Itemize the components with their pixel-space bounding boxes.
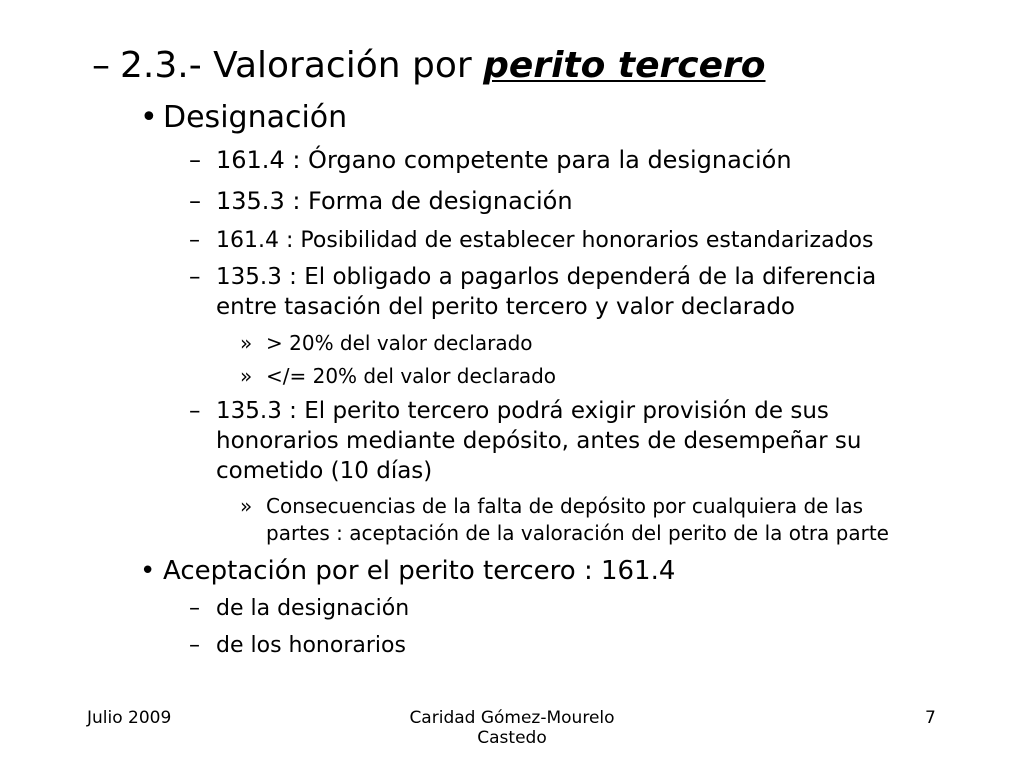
subitem-consecuencias-line2: partes : aceptación de la valoración del perito de la otra parte [266, 521, 889, 545]
bullet-marker: • [140, 556, 156, 586]
dash-marker: – [189, 398, 201, 424]
chevron-marker: » [240, 331, 253, 355]
footer-author [362, 708, 662, 749]
chevron-marker: » [240, 364, 253, 388]
item-provision-line1: 135.3 : El perito tercero podrá exigir provisión de sus [216, 398, 829, 424]
title-text [120, 44, 766, 87]
item-obligado-line1: 135.3 : El obligado a pagarlos dependerá de la diferencia [216, 264, 877, 290]
subitem-consecuencias-line1: Consecuencias de la falta de depósito por cualquiera de las [266, 494, 864, 518]
item-de-los-honorarios: de los honorarios [216, 633, 406, 658]
footer-page-number: 7 [925, 708, 936, 728]
subitem-mayor-20: > 20% del valor declarado [266, 331, 533, 355]
dash-marker: – [189, 264, 201, 290]
item-honorarios-estandarizados: 161.4 : Posibilidad de establecer honorarios estandarizados [216, 228, 874, 253]
title-dash-marker: – [92, 45, 110, 86]
item-provision-line3: cometido (10 días) [216, 458, 433, 484]
subitem-menor-igual-20: </= 20% del valor declarado [266, 364, 557, 388]
dash-marker: – [189, 596, 200, 621]
item-organo-competente: 161.4 : Órgano competente para la designación [216, 146, 792, 174]
item-provision-line2: honorarios mediante depósito, antes de desempeñar su [216, 428, 862, 454]
item-forma-designacion: 135.3 : Forma de designación [216, 187, 573, 215]
item-de-la-designacion: de la designación [216, 596, 410, 621]
dash-marker: – [189, 633, 200, 658]
title-prefix: 2.3.- Valoración por [120, 45, 484, 86]
bullet-aceptacion: Aceptación por el perito tercero : 161.4 [163, 556, 676, 586]
title-emphasis: perito tercero [483, 45, 766, 86]
chevron-marker: » [240, 494, 253, 518]
footer-date: Julio 2009 [87, 708, 172, 728]
item-obligado-line2: entre tasación del perito tercero y valor declarado [216, 294, 795, 320]
dash-marker: – [189, 228, 200, 253]
bullet-designacion: Designación [163, 100, 348, 135]
dash-marker: – [189, 187, 201, 215]
footer-author-line1: Caridad Gómez-Mourelo [409, 708, 615, 728]
bullet-marker: • [140, 100, 158, 135]
footer-author-line2: Castedo [477, 728, 547, 749]
dash-marker: – [189, 146, 201, 174]
